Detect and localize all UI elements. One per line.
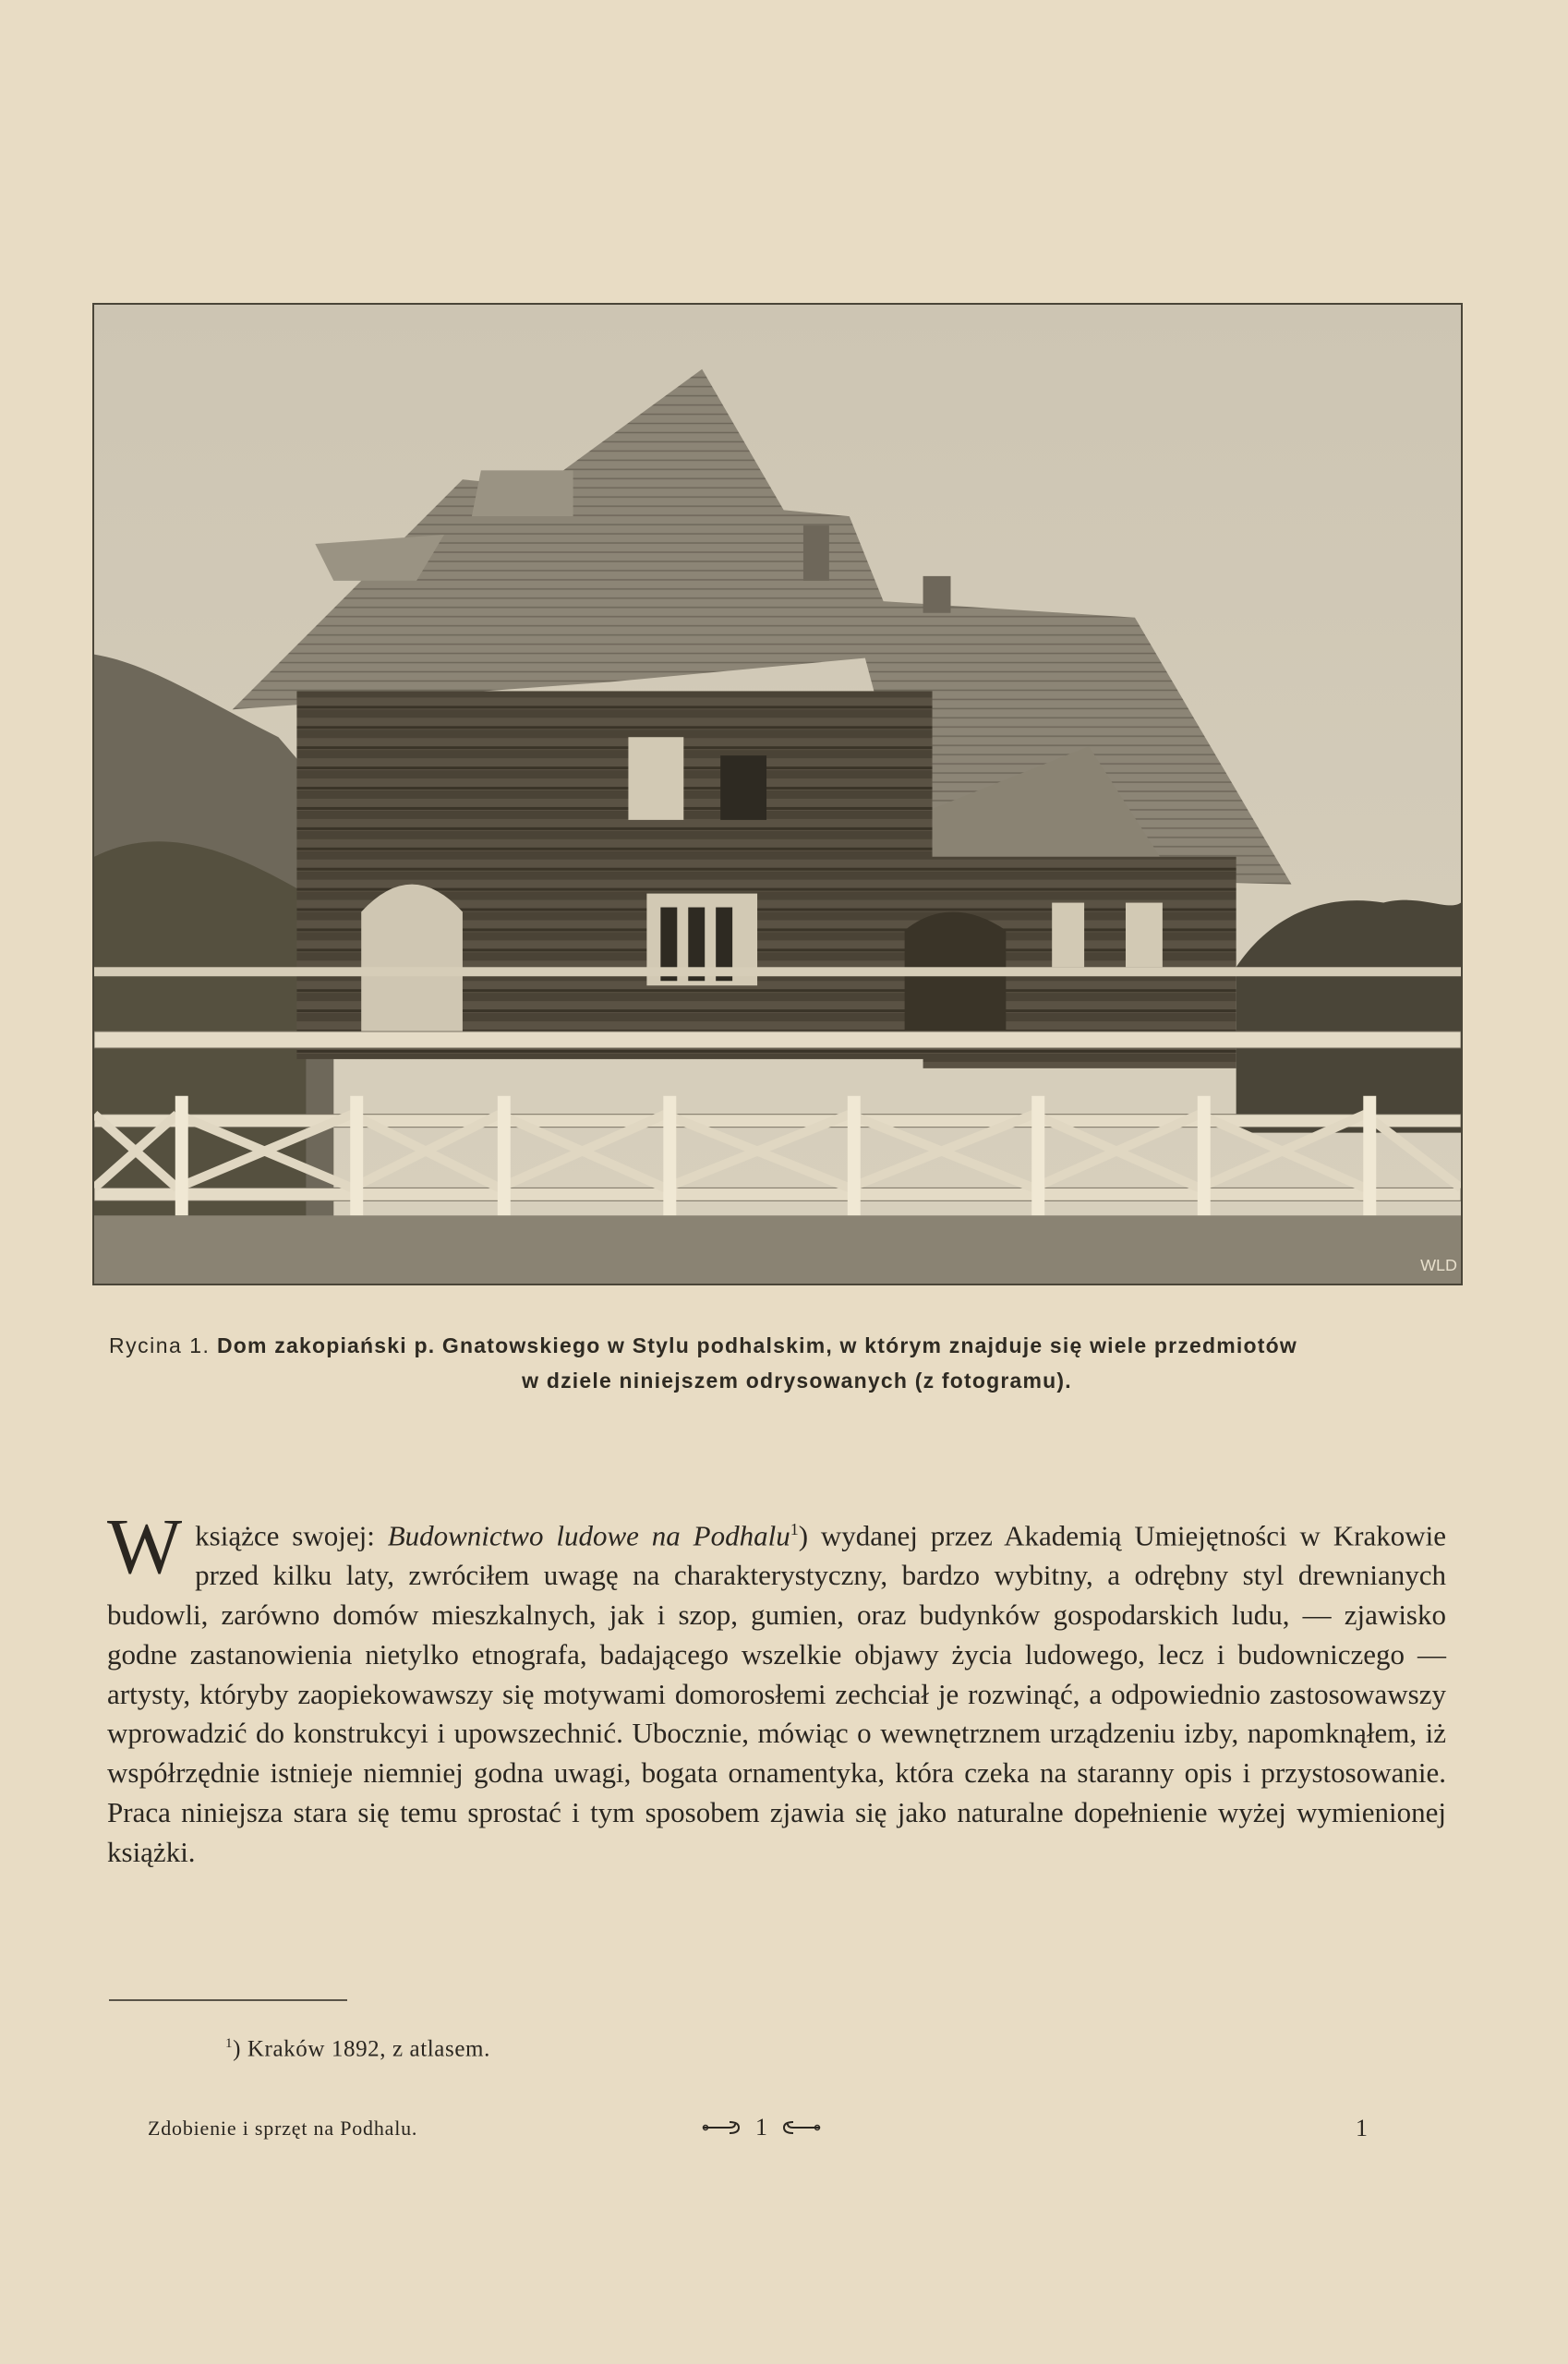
footnote-marker: 1 <box>225 2036 234 2051</box>
book-title: Budownictwo ludowe na Podhalu <box>387 1519 790 1552</box>
right-key-ornament-icon <box>780 2118 821 2137</box>
caption-line-1: Dom zakopiański p. Gnatowskiego w Stylu podhalskim, w którym znajduje się wiele przedmiotów <box>216 1333 1297 1357</box>
drop-cap: W <box>107 1502 183 1590</box>
footnote <box>225 2036 490 2062</box>
house-photograph <box>92 303 1463 1285</box>
caption-label: Rycina 1. <box>109 1333 211 1357</box>
running-footer-title: Zdobienie i sprzęt na Podhalu. <box>148 2117 418 2140</box>
footnote-divider <box>109 1999 347 2001</box>
photo-watermark: WLD <box>1420 1256 1458 1275</box>
left-key-ornament-icon <box>702 2118 742 2137</box>
body-text: ) wydanej przez Akademią Umiejętności w Krakowie przed kilku laty, zwróciłem uwagę na charakterystyczny, bardzo wybitny, a odrębny styl drewnianych budowli, zarówno domów mieszkalnych, jak i szop, gumien, oraz budynków gospodarskich ludu, — zjawisko godne zastanowienia nietylko etnografa, badającego wszelkie objawy życia ludowego, lecz i budowniczego — artysty, któryby zaopiekowawszy się motywami domorosłemi zechciał je rozwinąć, a odpowiednio zastosowawszy wprowadzić do konstrukcyi i upowszechnić. Ubocznie, mówiąc o wewnętrznem urządzeniu izby, napomknąłem, iż współrzędnie istnieje niemniej godna uwagi, bogata ornamentyka, która czeka na staranny opis i przystosowanie. Praca niniejsza stara się temu sprostać i tym sposobem zjawia się jako naturalne dopełnienie wyżej wymienionej książki. <box>107 1519 1446 1868</box>
footer-ornament <box>702 2109 821 2146</box>
body-paragraph <box>107 1502 1446 1873</box>
caption-line-2: w dziele niniejszem odrysowanych (z fotogramu). <box>522 1369 1072 1393</box>
page-number-center: 1 <box>755 2114 767 2141</box>
house-photo-illustration <box>94 305 1461 1284</box>
page-number: 1 <box>1356 2115 1368 2141</box>
body-intro: książce swojej: <box>195 1519 388 1552</box>
footnote-text: ) Kraków 1892, z atlasem. <box>233 2036 490 2062</box>
figure-caption <box>109 1328 1448 1398</box>
footnote-reference[interactable]: 1 <box>790 1520 799 1538</box>
